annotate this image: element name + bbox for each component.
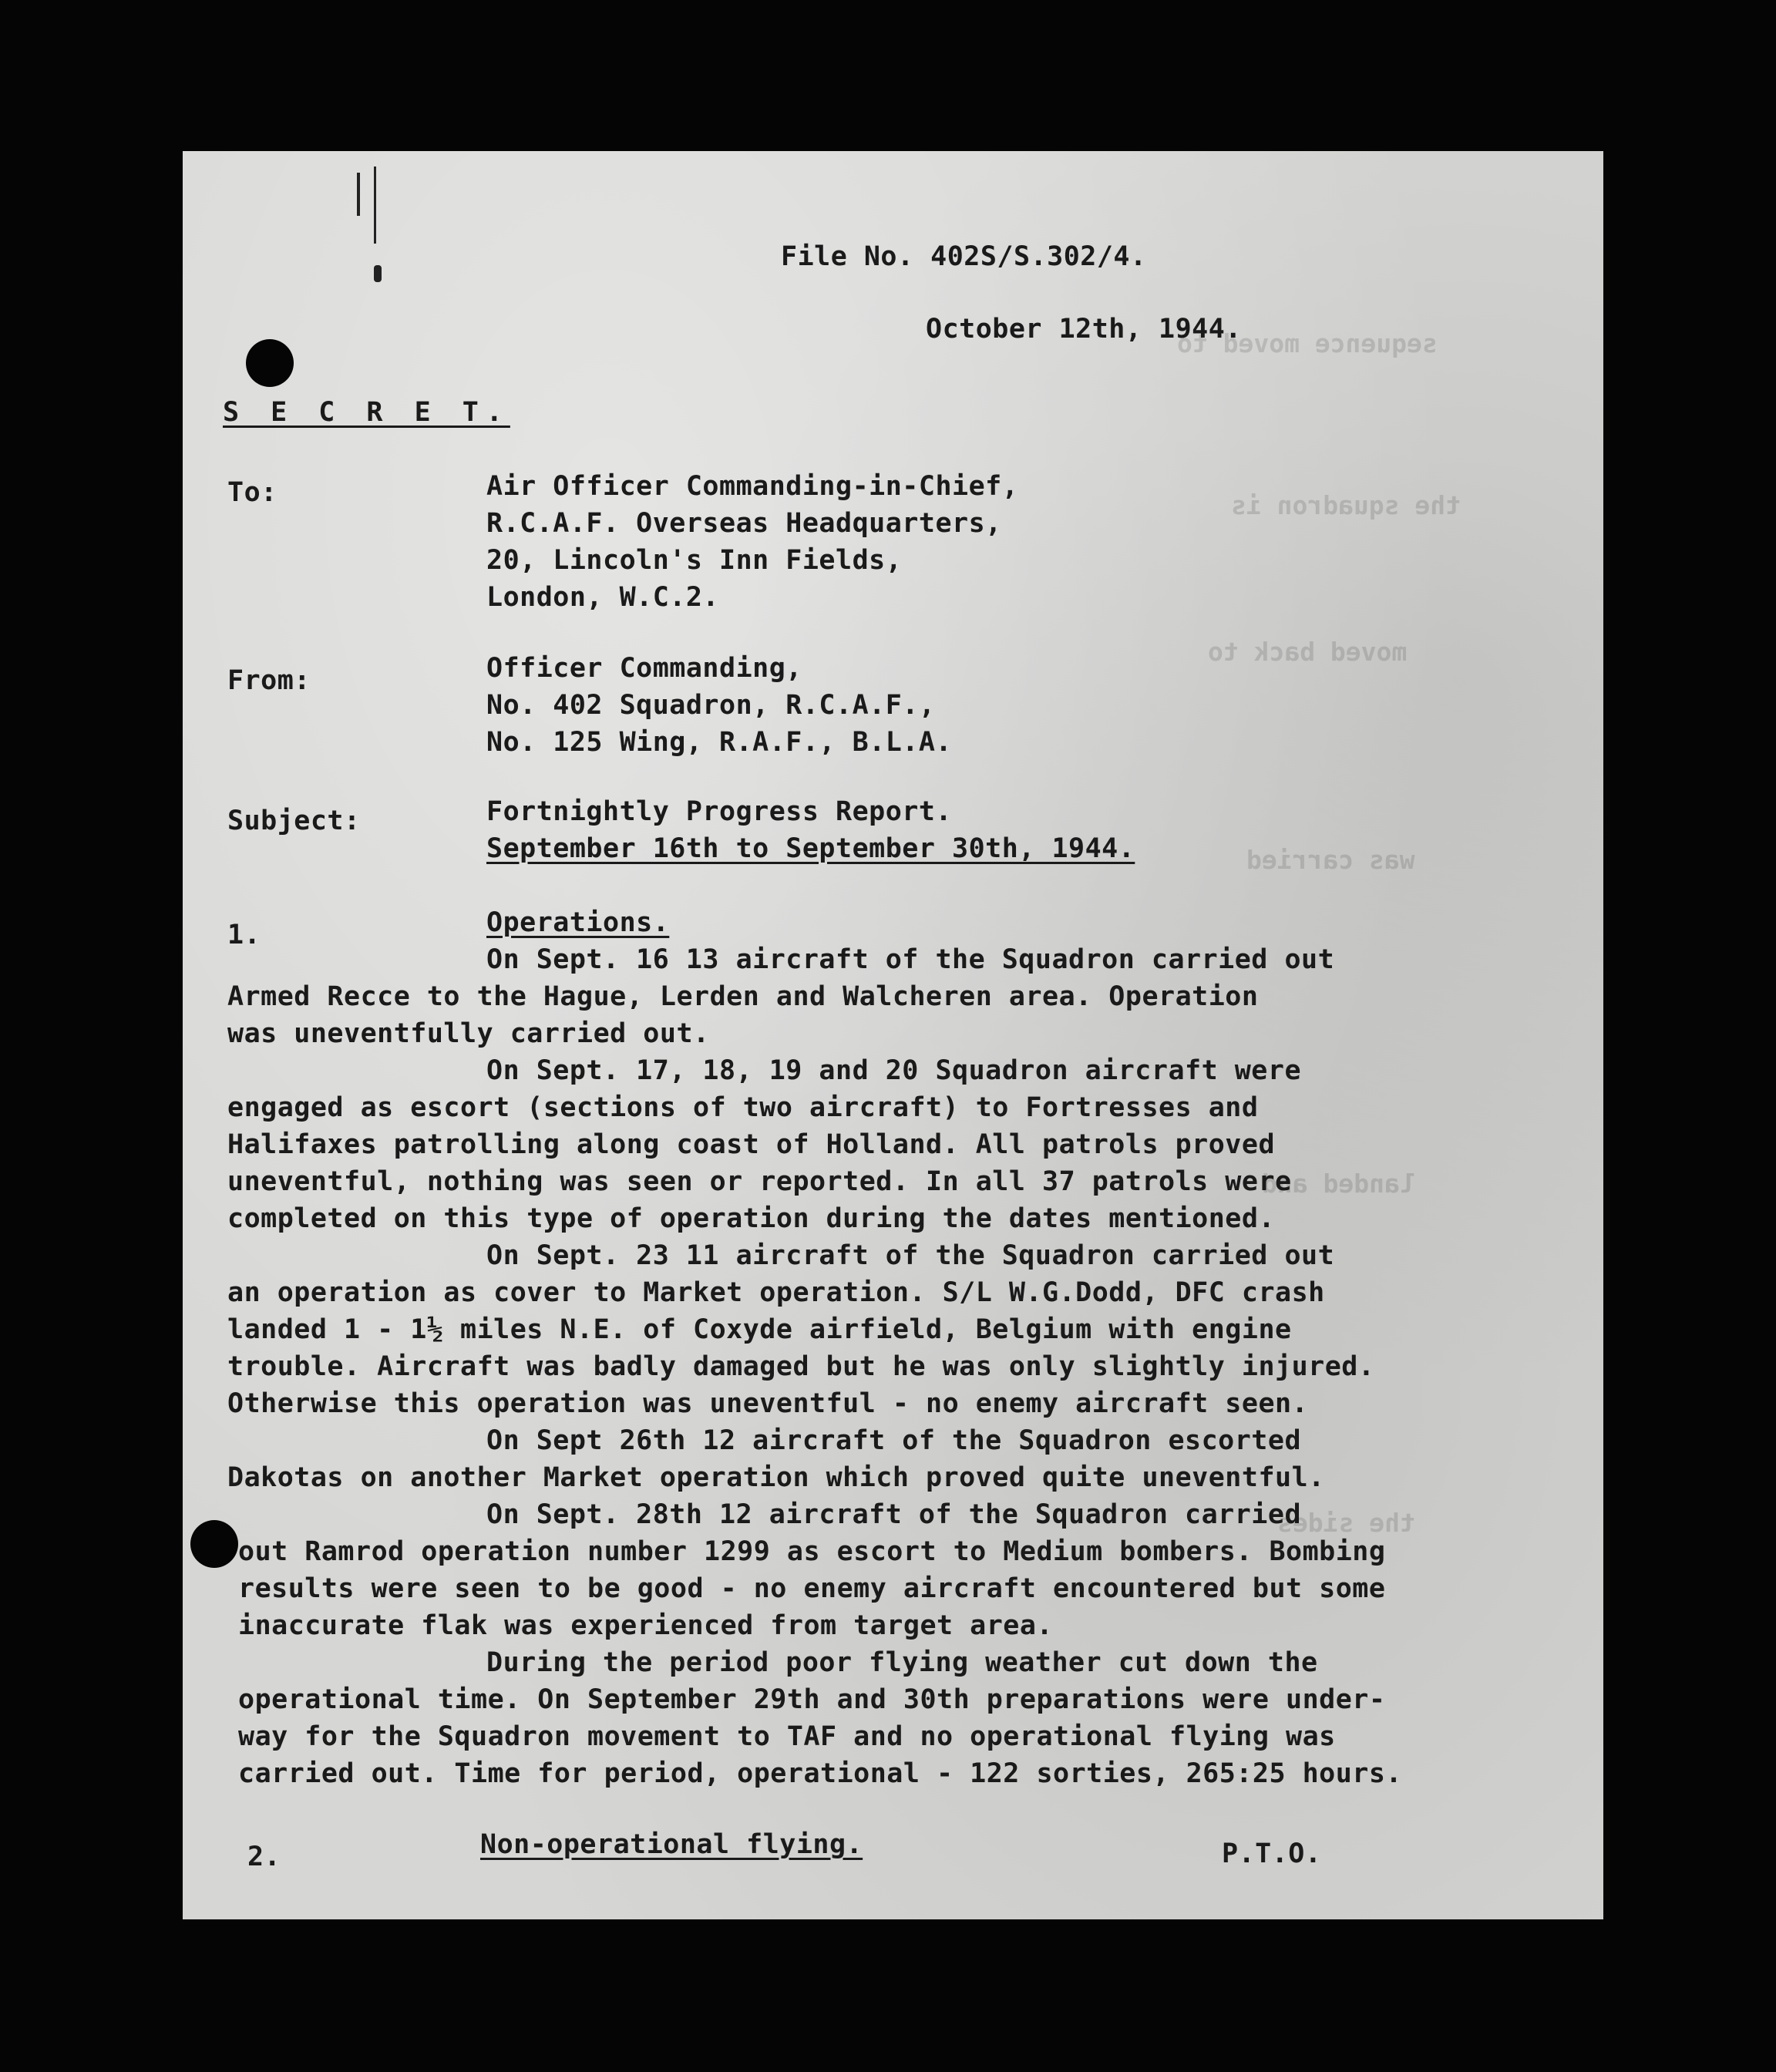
body-line: an operation as cover to Market operation. S/L W.G.Dodd, DFC crash (227, 1277, 1325, 1308)
to-label: To: (227, 477, 278, 508)
to-address-line: Air Officer Commanding-in-Chief, (486, 471, 1019, 502)
from-label: From: (227, 665, 311, 696)
body-line: completed on this type of operation during the dates mentioned. (227, 1203, 1276, 1234)
body-line: Otherwise this operation was uneventful - no enemy aircraft seen. (227, 1388, 1309, 1419)
pin-mark (374, 265, 382, 282)
section-heading: Operations. (486, 907, 670, 938)
punch-hole-top (246, 339, 294, 387)
body-line: On Sept. 16 13 aircraft of the Squadron carried out (486, 944, 1335, 975)
body-line: operational time. On September 29th and 30th preparations were under- (238, 1684, 1386, 1715)
body-line: uneventful, nothing was seen or reported. In all 37 patrols were (227, 1166, 1292, 1197)
body-line: was uneventfully carried out. (227, 1018, 710, 1049)
classification: S E C R E T. (223, 397, 510, 428)
body-line: engaged as escort (sections of two aircraft) to Fortresses and (227, 1092, 1259, 1123)
document-page: sequence moved to the squadron is moved back to was carried landed and the sides File No. 402S/S.302/4. October 12th, 1944. S E C R E T. To: Air Officer Commanding-in-Chief, R.C.A.F. Overseas Headquarters, 20, Lincoln's Inn Fields, London, W.C.2. From: Officer Commanding, No. 402 Squadron, R.C.A.F., No. 125 Wing, R.A.F., B.L.A. Subject: Fortnightly Progress Report. September 16th to September 30th, 1944. 1. Operations. On Sept. 16 13 aircraft of the Squadron carried out Armed Recce to the Hague, Lerden and Walcheren area. Operation was uneventfully carried out. On Sept. 17, 18, 19 and 20 Squadron aircraft were engaged as escort (sections of two aircraft) to Fortresses and Halifaxes patrolling along coast of Holland. All patrols proved uneventful, nothing was seen or reported. In all 37 patrols were completed on this type of operation during the dates mentioned. On Sept. 23 11 aircraft of the Squadron carried out an operation as cover to Market operation. S/L W.G.Dodd, DFC crash landed 1 - 1½ miles N.E. of Coxyde airfield, Belgium with engine trouble. Aircraft was badly damaged but he was only slightly injured. Otherwise this operation was uneventful - no enemy aircraft seen. On Sept 26th 12 aircraft of the Squadron escorted Dakotas on another Market operation which proved quite uneventful. On Sept. 28th 12 aircraft of the Squadron carried out Ramrod operation number 1299 as escort to Medium bombers. Bombing results were seen to be good - no enemy aircraft encountered but some inaccurate flak was experienced from target area. During the period poor flying weather cut down the operational time. On September 29th and 30th preparations were under- way for the Squadron movement to TAF and no operational flying was carried out. Time for period, operational - 122 sorties, 265:25 hours. 2. Non-operational flying. P.T.O. (183, 151, 1603, 1919)
body-line: Armed Recce to the Hague, Lerden and Walcheren area. Operation (227, 981, 1259, 1012)
body-line: landed 1 - 1½ miles N.E. of Coxyde airfield, Belgium with engine (227, 1314, 1292, 1345)
body-line: out Ramrod operation number 1299 as escort to Medium bombers. Bombing (238, 1536, 1386, 1567)
body-line: During the period poor flying weather cut down the (486, 1647, 1318, 1678)
body-line: inaccurate flak was experienced from target area. (238, 1610, 1054, 1641)
body-line: carried out. Time for period, operational - 122 sorties, 265:25 hours. (238, 1758, 1403, 1789)
page-turn-note: P.T.O. (1222, 1838, 1322, 1869)
staple-mark (357, 173, 360, 216)
subject-period: September 16th to September 30th, 1944. (486, 833, 1135, 864)
body-line: On Sept. 17, 18, 19 and 20 Squadron aircraft were (486, 1055, 1302, 1086)
to-address-line: R.C.A.F. Overseas Headquarters, (486, 508, 1002, 539)
body-line: trouble. Aircraft was badly damaged but he was only slightly injured. (227, 1351, 1375, 1382)
subject-label: Subject: (227, 806, 361, 836)
body-line: On Sept 26th 12 aircraft of the Squadron escorted (486, 1425, 1302, 1456)
section-number: 2. (247, 1842, 281, 1872)
body-line: way for the Squadron movement to TAF and no operational flying was (238, 1721, 1336, 1752)
from-address-line: No. 125 Wing, R.A.F., B.L.A. (486, 727, 953, 758)
section-number: 1. (227, 920, 261, 950)
subject-line: Fortnightly Progress Report. (486, 796, 953, 827)
to-address-line: London, W.C.2. (486, 582, 720, 613)
to-address-line: 20, Lincoln's Inn Fields, (486, 545, 903, 576)
body-line: On Sept. 23 11 aircraft of the Squadron carried out (486, 1240, 1335, 1271)
body-line: Halifaxes patrolling along coast of Holland. All patrols proved (227, 1129, 1276, 1160)
document-date: October 12th, 1944. (926, 314, 1242, 345)
punch-hole-bottom (190, 1520, 238, 1568)
body-line: On Sept. 28th 12 aircraft of the Squadron carried (486, 1499, 1302, 1530)
section-heading: Non-operational flying. (480, 1829, 863, 1860)
staple-mark (374, 166, 376, 244)
from-address-line: No. 402 Squadron, R.C.A.F., (486, 690, 936, 721)
body-line: Dakotas on another Market operation which proved quite uneventful. (227, 1462, 1325, 1493)
from-address-line: Officer Commanding, (486, 653, 802, 684)
body-line: results were seen to be good - no enemy aircraft encountered but some (238, 1573, 1386, 1604)
file-number: File No. 402S/S.302/4. (781, 241, 1147, 272)
